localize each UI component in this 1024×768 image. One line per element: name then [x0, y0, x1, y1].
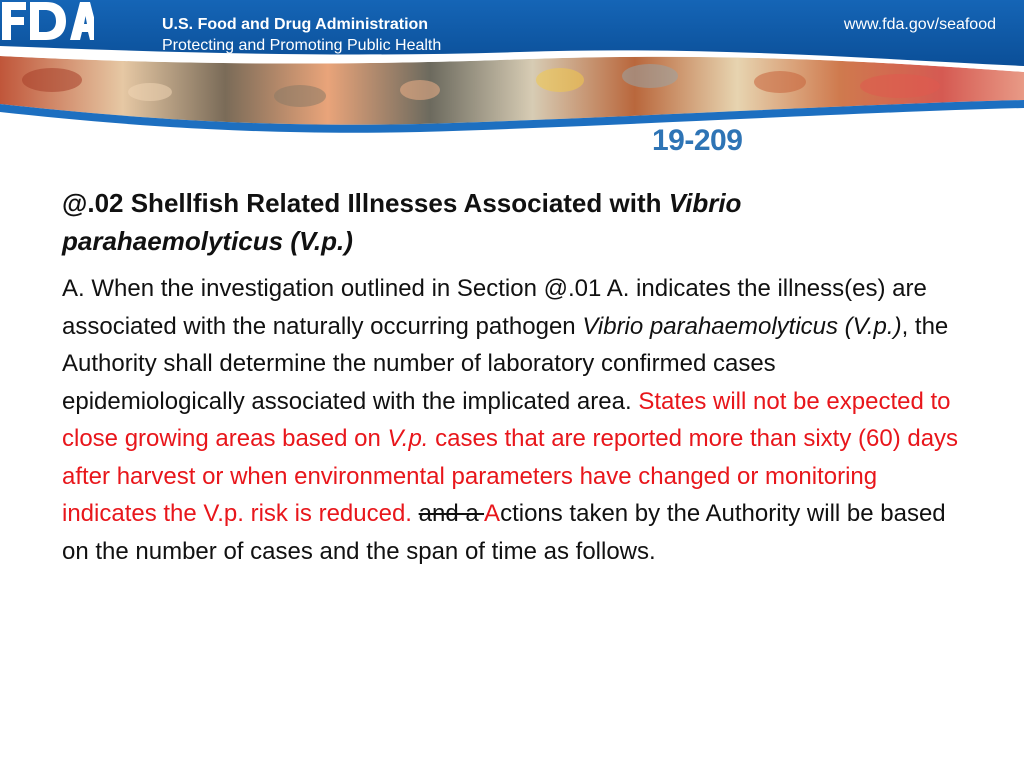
body-text-2: , the Authority shall determine the number of laboratory confirmed cases epidemiologically associated with the implicated area. — [62, 312, 949, 415]
body-paragraph — [62, 270, 962, 570]
site-url-link[interactable]: www.fda.gov/seafood — [843, 16, 996, 33]
slide-number: 19-209 — [652, 124, 743, 157]
agency-tagline: Protecting and Promoting Public Health — [162, 37, 442, 54]
body-text-3: ctions taken by the Authority will be based on the number of cases and the span of time as follows. — [62, 500, 946, 565]
header-banner — [0, 0, 1024, 140]
body-organism: Vibrio parahaemolyticus (V.p.) — [582, 312, 902, 340]
body-text-1: A. When the investigation outlined in Section @.01 A. indicates the illness(es) are associated with the naturally occurring pathogen — [62, 275, 927, 340]
agency-name: U.S. Food and Drug Administration — [162, 16, 429, 33]
deleted-text: and a — [418, 500, 485, 527]
added-text-1: States will not be expected to close growing areas based on — [62, 387, 951, 452]
fda-logo — [0, 0, 94, 42]
added-text-2: cases that are reported more than sixty (60) days after harvest or when environmental parameters have changed or monitoring indicates the V.p. risk is reduced. — [62, 425, 959, 527]
heading-organism: Vibrio parahaemolyticus (V.p.) — [62, 188, 742, 256]
section-heading — [62, 184, 962, 260]
added-capital: A — [484, 500, 501, 527]
added-text-vp: V.p. — [387, 425, 429, 452]
heading-text: @.02 Shellfish Related Illnesses Associated with — [62, 188, 669, 218]
